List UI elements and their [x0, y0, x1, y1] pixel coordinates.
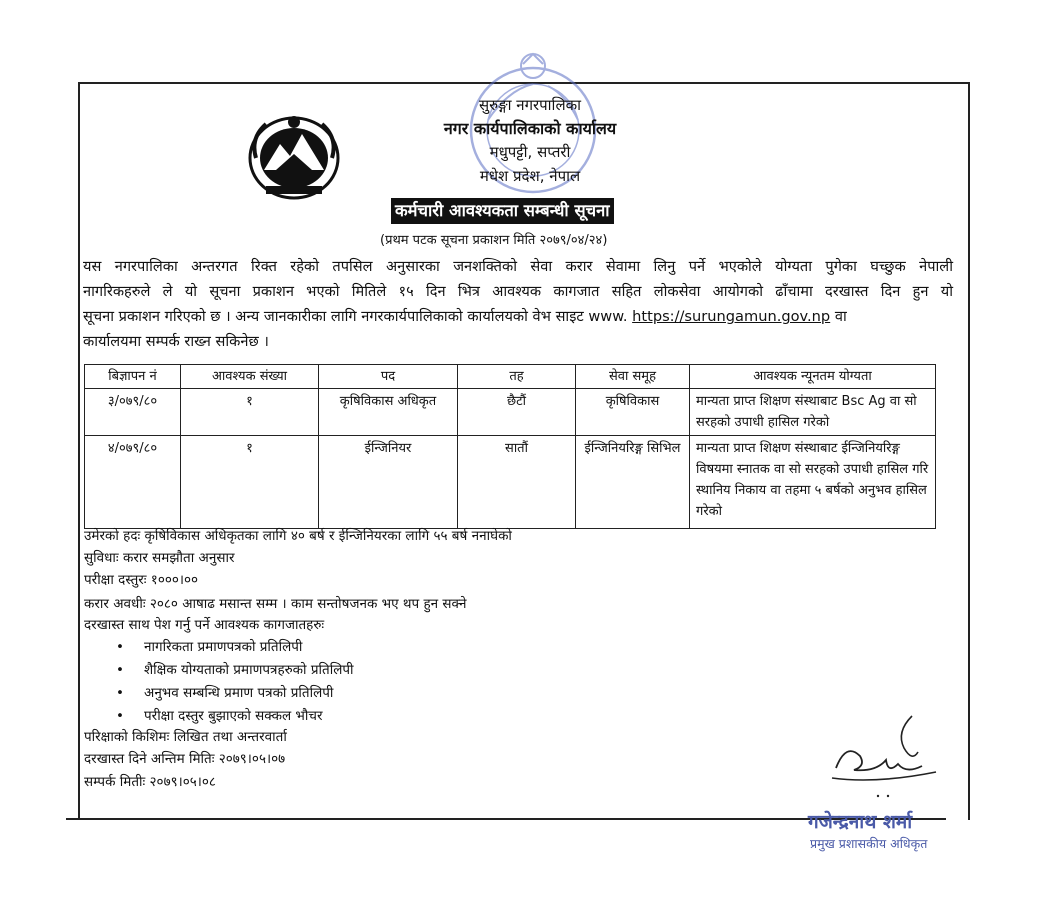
notice-paragraph-line-2: नागरिकहरुले ले यो सूचना प्रकाशन भएको मितिले १५ दिन भित्र आवश्यक कागजात सहित लोकसेवा आयोगको ढाँचामा दरखास्त दिन हुन यो: [83, 283, 953, 300]
list-item: [116, 683, 333, 701]
header-level: तह: [458, 365, 576, 389]
cell-qualification: मान्यता प्राप्त शिक्षण संस्थाबाट Bsc Ag वा सो सरहको उपाधी हासिल गरेको: [690, 389, 936, 436]
cell-level: छैटौं: [458, 389, 576, 436]
application-deadline: दरखास्त दिने अन्तिम मितिः २०७९।०५।०७: [84, 751, 286, 767]
header-required-count: आवश्यक संख्या: [181, 365, 319, 389]
website-link[interactable]: https://surungamun.gov.np: [632, 308, 831, 325]
vacancy-table: [84, 364, 936, 529]
notice-paragraph-line-3-tail: वा: [834, 308, 847, 325]
document-item-label: नागरिकता प्रमाणपत्रको प्रतिलिपी: [144, 639, 303, 655]
notice-paragraph-line-3: [83, 306, 953, 326]
header-ad-number: बिज्ञापन नं: [85, 365, 181, 389]
header-service-group: सेवा समूह: [576, 365, 690, 389]
cell-post: ईन्जिनियर: [319, 436, 458, 529]
cell-required-count: १: [181, 436, 319, 529]
signatory-title: प्रमुख प्रशासकीय अधिकृत: [810, 836, 928, 851]
notice-paragraph-line-1: यस नगरपालिका अन्तरगत रिक्त रहेको तपसिल अनुसारका जनशक्तिको सेवा करार सेवामा लिनु पर्ने भएकोले योग्यता पुगेका घच्छुक नेपाली: [83, 258, 953, 275]
contract-period: करार अवधीः २०८० आषाढ मसान्त सम्म । काम सन्तोषजनक भए थप हुन सक्ने: [84, 596, 467, 612]
list-item: [116, 706, 323, 724]
table-header-row: [85, 365, 936, 389]
cell-service-group: कृषिविकास: [576, 389, 690, 436]
bullet-icon: •: [116, 639, 124, 655]
municipality-name: सुरुङ्गा नगरपालिका: [478, 96, 582, 114]
exam-fee: परीक्षा दस्तुरः १०००।००: [84, 572, 199, 588]
bullet-icon: •: [116, 708, 124, 724]
signatory-name: गजेन्द्रनाथ शर्मा: [808, 811, 913, 833]
list-item: [116, 660, 354, 678]
contact-date: सम्पर्क मितीः २०७९।०५।०८: [84, 774, 216, 790]
document-item-label: शैक्षिक योग्यताको प्रमाणपत्रहरुको प्रतिलिपी: [144, 662, 354, 678]
age-limit: उमेरको हदः कृषिविकास अधिकृतका लागि ४० बर्ष र ईन्जिनियरका लागि ५५ बर्ष ननाघेको: [84, 528, 512, 544]
table-row: [85, 436, 936, 529]
cell-service-group: ईन्जिनियरिङ्ग सिभिल: [576, 436, 690, 529]
benefits: सुविधाः करार समझौता अनुसार: [84, 550, 235, 566]
office-name: नगर कार्यपालिकाको कार्यालय: [443, 119, 617, 138]
table-row: [85, 389, 936, 436]
cell-post: कृषिविकास अधिकृत: [319, 389, 458, 436]
notice-title: कर्मचारी आवश्यकता सम्बन्धी सूचना: [391, 198, 614, 224]
exam-type: परिक्षाको किशिमः लिखित तथा अन्तरवार्ता: [84, 729, 287, 745]
notice-paragraph-line-3-text: सूचना प्रकाशन गरिएको छ । अन्य जानकारीका लागि नगरकार्यपालिकाको कार्यालयको वेभ साइट www.: [83, 308, 628, 325]
office-location: मधुपट्टी, सप्तरी: [489, 143, 571, 161]
cell-level: सातौं: [458, 436, 576, 529]
document-item-label: अनुभव सम्बन्धि प्रमाण पत्रको प्रतिलिपी: [144, 685, 334, 701]
bullet-icon: •: [116, 662, 124, 678]
documents-heading: दरखास्त साथ पेश गर्नु पर्ने आवश्यक कागजातहरुः: [84, 617, 325, 633]
notice-subtitle: (प्रथम पटक सूचना प्रकाशन मिति २०७९/०४/२४): [380, 233, 608, 248]
header-qualification: आवश्यक न्यूनतम योग्यता: [690, 365, 936, 389]
list-item: [116, 637, 302, 655]
document-item-label: परीक्षा दस्तुर बुझाएको सक्कल भौचर: [144, 708, 323, 724]
nepal-emblem-icon: [246, 108, 342, 204]
header-post: पद: [319, 365, 458, 389]
province-name: मधेश प्रदेश, नेपाल: [479, 167, 581, 185]
cell-qualification: मान्यता प्राप्त शिक्षण संस्थाबाट ईन्जिनियरिङ्ग विषयमा स्नातक वा सो सरहको उपाधी हासिल गरि स्थानिय निकाय वा तहमा ५ बर्षको अनुभव हासिल गरेको: [690, 436, 936, 529]
notice-paragraph-line-4: कार्यालयमा सम्पर्क राख्न सकिनेछ ।: [83, 333, 269, 350]
cell-ad-number: ४/०७९/८०: [85, 436, 181, 529]
bullet-icon: •: [116, 685, 124, 701]
signature-icon: [826, 712, 946, 802]
cell-ad-number: ३/०७९/८०: [85, 389, 181, 436]
cell-required-count: १: [181, 389, 319, 436]
